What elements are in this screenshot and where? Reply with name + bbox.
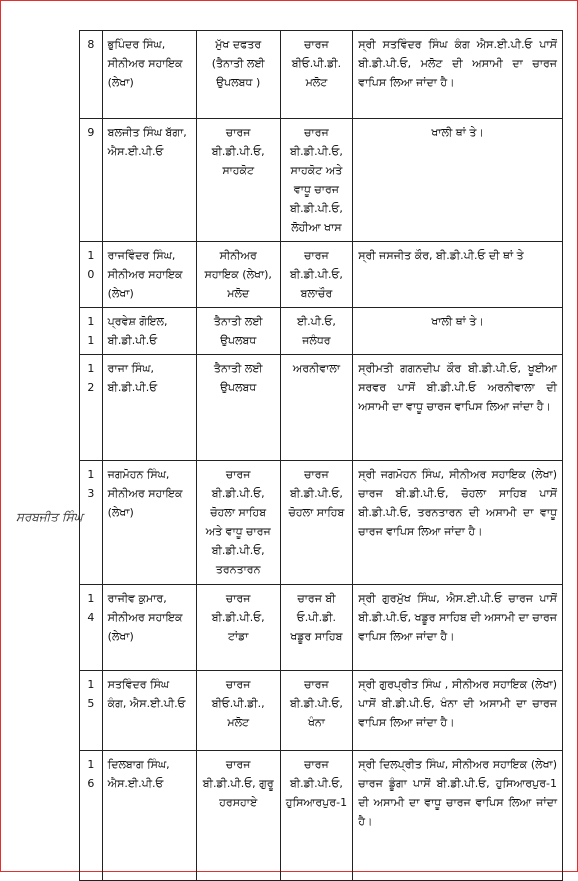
new-posting: ਚਾਰਜ ਬੀਓ.ਪੀ.ਡੀ. ਮਲੋਟ: [280, 31, 353, 119]
current-post: ਤੈਨਾਤੀ ਲਈ ਉਪਲਬਧ: [196, 308, 280, 355]
table-row: [80, 31, 563, 119]
current-post: ਤੈਨਾਤੀ ਲਈ ਉਪਲਬਧ: [196, 355, 280, 461]
current-post: ਚਾਰਜ ਬੀ.ਡੀ.ਪੀ.ਓ, ਟਾਂਡਾ: [196, 585, 280, 671]
serial-number: 8: [80, 31, 103, 119]
new-posting: ਚਾਰਜ ਬੀ.ਡੀ.ਪੀ.ਓ, ਹੁਸਿਆਰਪੁਰ-1: [280, 751, 353, 881]
remarks: ਸ੍ਰੀ ਗੁਰਪ੍ਰੀਤ ਸਿੰਘ , ਸੀਨੀਅਰ ਸਹਾਇਕ (ਲੇਖਾ) ਪਾਸੋਂ ਬੀ.ਡੀ.ਪੀ.ਓ, ਖੰਨਾ ਦੀ ਅਸਾਮੀ ਦਾ ਚਾਰਜ ਵਾਪਿਸ ਲਿਆ ਜਾਂਦਾ ਹੈ।: [353, 671, 563, 751]
remarks: ਸ੍ਰੀਮਤੀ ਗਗਨਦੀਪ ਕੌਰ ਬੀ.ਡੀ.ਪੀ.ਓ, ਖੂਈਆ ਸਰਵਰ ਪਾਸੋਂ ਬੀ.ਡੀ.ਪੀ.ਓ ਅਰਨੀਵਾਲਾ ਦੀ ਅਸਾਮੀ ਦਾ ਵਾਧੂ ਚਾਰਜ ਵਾਪਿਸ ਲਿਆ ਜਾਂਦਾ ਹੈ।: [353, 355, 563, 461]
serial-number: 11: [80, 308, 103, 355]
serial-number: 13: [80, 461, 103, 585]
remarks: ਖਾਲੀ ਥਾਂ ਤੇ।: [353, 119, 563, 242]
new-posting: ਚਾਰਜ ਬੀ ਓ.ਪੀ.ਡੀ. ਖਡੂਰ ਸਾਹਿਬ: [280, 585, 353, 671]
table-row: [80, 585, 563, 671]
serial-number: 12: [80, 355, 103, 461]
handwritten-signature: ਸਰਬਜੀਤ ਸਿੰਘ: [16, 510, 83, 524]
employee-name: ਭੁਪਿੰਦਰ ਸਿੰਘ, ਸੀਨੀਅਰ ਸਹਾਇਕ (ਲੇਖਾ): [102, 31, 196, 119]
new-posting: ਈ.ਪੀ.ਓ, ਜਲੰਧਰ: [280, 308, 353, 355]
employee-name: ਰਾਜਵਿੰਦਰ ਸਿੰਘ, ਸੀਨੀਅਰ ਸਹਾਇਕ (ਲੇਖਾ): [102, 242, 196, 308]
remarks: ਸ੍ਰੀ ਜਗਮੋਹਨ ਸਿੰਘ, ਸੀਨੀਅਰ ਸਹਾਇਕ (ਲੇਖਾ) ਚਾਰਜ ਬੀ.ਡੀ.ਪੀ.ਓ, ਚੋਹਲਾ ਸਾਹਿਬ ਪਾਸੋਂ ਬੀ.ਡੀ.ਪੀ.ਓ, ਤਰਨਤਾਰਨ ਦੀ ਅਸਾਮੀ ਦਾ ਵਾਧੂ ਚਾਰਜ ਵਾਪਿਸ ਲਿਆ ਜਾਂਦਾ ਹੈ।: [353, 461, 563, 585]
serial-number: 14: [80, 585, 103, 671]
employee-name: ਬਲਜੀਤ ਸਿੰਘ ਬੱਗਾ, ਐਸ.ਈ.ਪੀ.ਓ: [102, 119, 196, 242]
table-row: [80, 242, 563, 308]
new-posting: ਚਾਰਜ ਬੀ.ਡੀ.ਪੀ.ਓ, ਖੰਨਾ: [280, 671, 353, 751]
remarks: ਸ੍ਰੀ ਦਿਲਪ੍ਰੀਤ ਸਿੰਘ, ਸੀਨੀਅਰ ਸਹਾਇਕ (ਲੇਖਾ) ਚਾਰਜ ਡੂੰਗਾ ਪਾਸੋਂ ਬੀ.ਡੀ.ਪੀ.ਓ, ਹੁਸਿਆਰਪੁਰ-1 ਦੀ ਅਸਾਮੀ ਦਾ ਵਾਧੂ ਚਾਰਜ ਵਾਪਿਸ ਲਿਆ ਜਾਂਦਾ ਹੈ।: [353, 751, 563, 881]
new-posting: ਅਰਨੀਵਾਲਾ: [280, 355, 353, 461]
serial-number: 16: [80, 751, 103, 881]
serial-number: 15: [80, 671, 103, 751]
new-posting: ਚਾਰਜ ਬੀ.ਡੀ.ਪੀ.ਓ, ਬਲਾਚੌਰ: [280, 242, 353, 308]
employee-name: ਰਾਜਾ ਸਿੰਘ, ਬੀ.ਡੀ.ਪੀ.ਓ: [102, 355, 196, 461]
employee-name: ਸਤਵਿੰਦਰ ਸਿੰਘ ਕੰਗ, ਐਸ.ਈ.ਪੀ.ਓ: [102, 671, 196, 751]
table-row: [80, 355, 563, 461]
remarks: ਸ੍ਰੀ ਸਤਵਿੰਦਰ ਸਿੰਘ ਕੰਗ ਐਸ.ਈ.ਪੀ.ਓ ਪਾਸੋਂ ਬੀ.ਡੀ.ਪੀ.ਓ, ਮਲੋਟ ਦੀ ਅਸਾਮੀ ਦਾ ਚਾਰਜ ਵਾਪਿਸ ਲਿਆ ਜਾਂਦਾ ਹੈ।: [353, 31, 563, 119]
table-row: [80, 751, 563, 881]
transfer-table: [79, 30, 563, 881]
new-posting: ਚਾਰਜ ਬੀ.ਡੀ.ਪੀ.ਓ, ਚੋਹਲਾ ਸਾਹਿਬ: [280, 461, 353, 585]
current-post: ਚਾਰਜ ਬੀ.ਡੀ.ਪੀ.ਓ, ਸਾਹਕੋਟ: [196, 119, 280, 242]
current-post: ਸੀਨੀਅਰ ਸਹਾਇਕ (ਲੇਖਾ), ਮਲੋਦ: [196, 242, 280, 308]
table-row: [80, 671, 563, 751]
employee-name: ਜਗਮੋਹਨ ਸਿੰਘ, ਸੀਨੀਅਰ ਸਹਾਇਕ (ਲੇਖਾ): [102, 461, 196, 585]
current-post: ਚਾਰਜ ਬੀਓ.ਪੀ.ਡੀ., ਮਲੋਟ: [196, 671, 280, 751]
serial-number: 9: [80, 119, 103, 242]
current-post: ਚਾਰਜ ਬੀ.ਡੀ.ਪੀ.ਓ, ਚੋਹਲਾ ਸਾਹਿਬ ਅਤੇ ਵਾਧੂ ਚਾਰਜ ਬੀ.ਡੀ.ਪੀ.ਓ, ਤਰਨਤਾਰਨ: [196, 461, 280, 585]
current-post: ਚਾਰਜ ਬੀ.ਡੀ.ਪੀ.ਓ, ਗੁਰੂ ਹਰਸਹਾਏ: [196, 751, 280, 881]
serial-number: 10: [80, 242, 103, 308]
remarks: ਸ੍ਰੀ ਗੁਰਮੁੱਖ ਸਿੰਘ, ਐਸ.ਈ.ਪੀ.ਓ ਚਾਰਜ ਪਾਸੋਂ ਬੀ.ਡੀ.ਪੀ.ਓ, ਖਡੂਰ ਸਾਹਿਬ ਦੀ ਅਸਾਮੀ ਦਾ ਚਾਰਜ ਵਾਪਿਸ ਲਿਆ ਜਾਂਦਾ ਹੈ।: [353, 585, 563, 671]
current-post: ਮੁੱਖ ਦਫਤਰ (ਤੈਨਾਤੀ ਲਈ ਉਪਲਬਧ ): [196, 31, 280, 119]
table-row: [80, 119, 563, 242]
table-row: [80, 308, 563, 355]
table-row: [80, 461, 563, 585]
remarks: ਸ੍ਰੀ ਜਸਜੀਤ ਕੌਰ, ਬੀ.ਡੀ.ਪੀ.ਓ ਦੀ ਥਾਂ ਤੇ: [353, 242, 563, 308]
employee-name: ਪ੍ਰਵੇਸ਼ ਗੋਇਲ, ਬੀ.ਡੀ.ਪੀ.ਓ: [102, 308, 196, 355]
new-posting: ਚਾਰਜ ਬੀ.ਡੀ.ਪੀ.ਓ, ਸਾਹਕੋਟ ਅਤੇ ਵਾਧੂ ਚਾਰਜ ਬੀ.ਡੀ.ਪੀ.ਓ, ਲੋਹੀਆ ਖਾਸ: [280, 119, 353, 242]
employee-name: ਦਿਲਬਾਗ ਸਿੰਘ, ਐਸ.ਈ.ਪੀ.ਓ: [102, 751, 196, 881]
remarks: ਖਾਲੀ ਥਾਂ ਤੇ।: [353, 308, 563, 355]
employee-name: ਰਾਜੀਵ ਕੁਮਾਰ, ਸੀਨੀਅਰ ਸਹਾਇਕ (ਲੇਖਾ): [102, 585, 196, 671]
